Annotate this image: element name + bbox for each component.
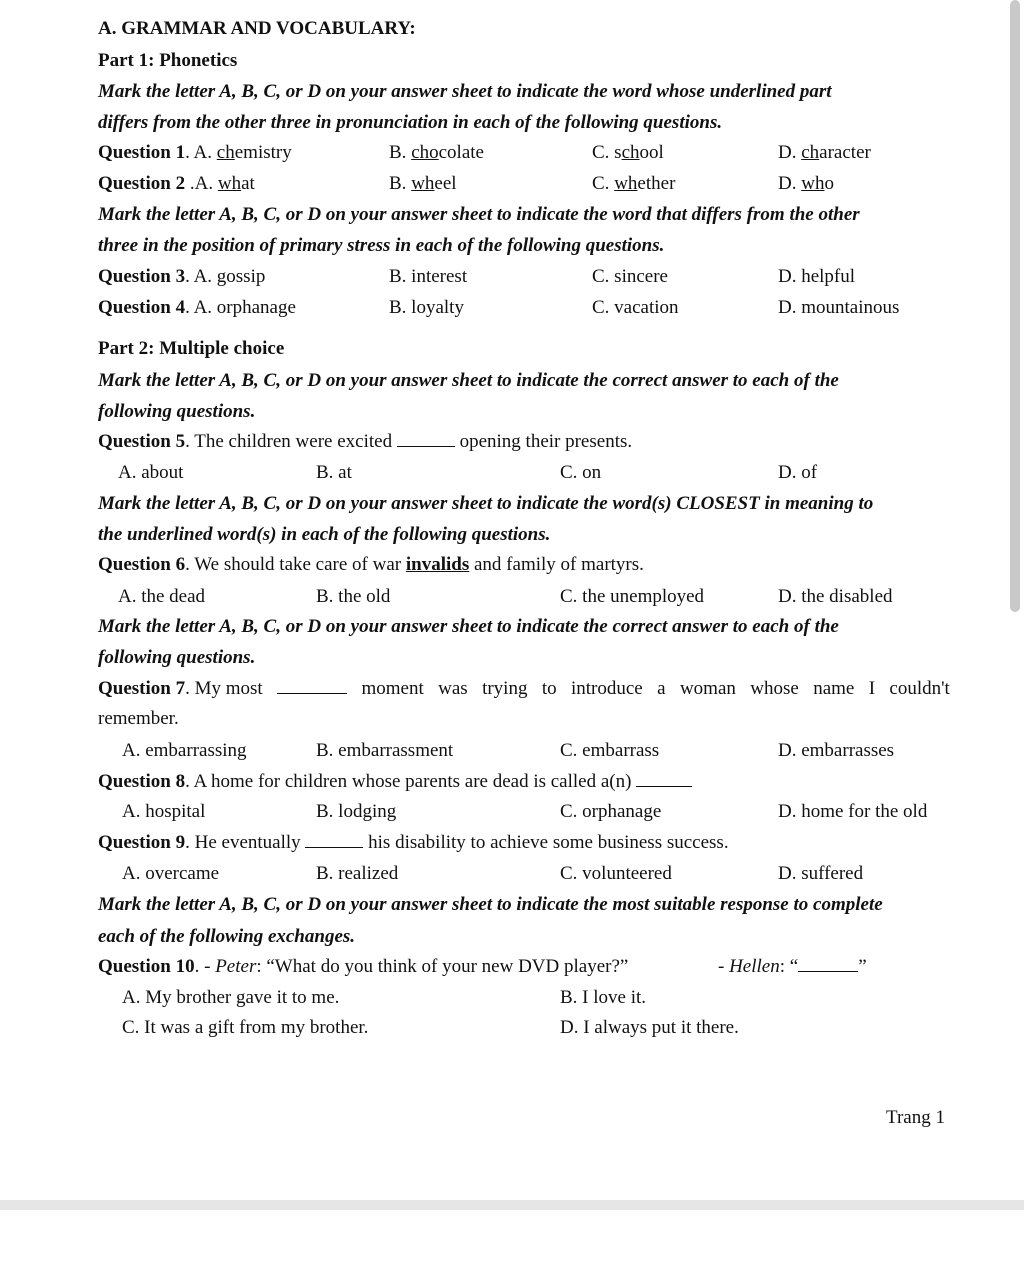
part2-instruction-d-line2: each of the following exchanges. [98, 926, 356, 947]
question-2: Question 2 .A. what [98, 173, 255, 194]
underlined-word: invalids [405, 554, 470, 575]
question-9-option-a: A. overcame [122, 863, 220, 884]
question-7-option-b: B. embarrassment [316, 740, 454, 761]
question-9-option-d: D. suffered [778, 863, 864, 884]
question-2-option-b: B. wheel [389, 173, 457, 194]
part2-instruction-a-line2: following questions. [98, 401, 256, 422]
page-separator [0, 1200, 1024, 1210]
part2-instruction-d-line1: Mark the letter A, B, C, or D on your answer sheet to indicate the most suitable response to complete [98, 894, 883, 915]
part2-instruction-b-line1: Mark the letter A, B, C, or D on your answer sheet to indicate the word(s) CLOSEST in meaning to [98, 493, 874, 514]
part2-title: Part 2: Multiple choice [98, 338, 285, 359]
question-7-label: Question 7 [98, 678, 186, 699]
question-6-option-c: C. the unemployed [560, 586, 705, 607]
page-number: Trang 1 [886, 1107, 945, 1128]
question-5: Question 5. The children were excited opening their presents. [98, 431, 633, 452]
question-2-option-c: C. whether [592, 173, 676, 194]
question-9-label: Question 9 [98, 832, 186, 853]
question-10-option-d: D. I always put it there. [560, 1017, 739, 1038]
question-5-option-a: A. about [118, 462, 184, 483]
question-3-option-d: D. helpful [778, 266, 856, 287]
question-4-option-b: B. loyalty [389, 297, 464, 318]
question-1-option-c: C. school [592, 142, 664, 163]
question-3: Question 3. A. gossip [98, 266, 266, 287]
question-10-option-c: C. It was a gift from my brother. [122, 1017, 369, 1038]
answer-blank [636, 770, 692, 787]
part2-instruction-c-line2: following questions. [98, 647, 256, 668]
part2-instruction-c-line1: Mark the letter A, B, C, or D on your answer sheet to indicate the correct answer to each of the [98, 616, 839, 637]
question-6-option-a: A. the dead [118, 586, 206, 607]
question-8-label: Question 8 [98, 771, 186, 792]
question-7-option-a: A. embarrassing [122, 740, 247, 761]
answer-blank [798, 955, 858, 972]
question-8: Question 8. A home for children whose parents are dead is called a(n) [98, 770, 692, 794]
question-2-label: Question 2 [98, 173, 186, 194]
part1-instruction-line1: Mark the letter A, B, C, or D on your answer sheet to indicate the word whose underlined part [98, 81, 832, 102]
next-page-area [0, 1210, 1024, 1280]
vertical-scrollbar-thumb[interactable] [1010, 0, 1020, 612]
question-4-option-d: D. mountainous [778, 297, 900, 318]
section-title: A. GRAMMAR AND VOCABULARY: [98, 18, 416, 39]
question-9: Question 9. He eventually his disability to achieve some business success. [98, 832, 729, 853]
question-10-option-b: B. I love it. [560, 987, 647, 1008]
question-5-option-d: D. of [778, 462, 818, 483]
question-2-option-d: D. who [778, 173, 834, 194]
question-3-option-c: C. sincere [592, 266, 668, 287]
part1-title: Part 1: Phonetics [98, 50, 238, 71]
question-5-label: Question 5 [98, 431, 186, 452]
question-3-option-b: B. interest [389, 266, 468, 287]
question-1-option-d: D. character [778, 142, 871, 163]
question-7-continuation: remember. [98, 708, 179, 729]
part2-instruction-b-line2: the underlined word(s) in each of the following questions. [98, 524, 551, 545]
question-6: Question 6. We should take care of war invalids and family of martyrs. [98, 554, 644, 575]
question-7-option-d: D. embarrasses [778, 740, 895, 761]
question-6-option-d: D. the disabled [778, 586, 893, 607]
question-9-option-c: C. volunteered [560, 863, 672, 884]
question-1-label: Question 1 [98, 142, 186, 163]
question-10-option-a: A. My brother gave it to me. [122, 987, 340, 1008]
question-4: Question 4. A. orphanage [98, 297, 296, 318]
question-8-option-a: A. hospital [122, 801, 206, 822]
question-9-option-b: B. realized [316, 863, 399, 884]
question-10-label: Question 10 [98, 956, 195, 977]
question-7: Question 7. My most moment was trying to introduce a woman whose name I couldn't [98, 678, 950, 699]
question-5-option-c: C. on [560, 462, 602, 483]
part1-instruction2-line2: three in the position of primary stress in each of the following questions. [98, 235, 665, 256]
question-10: Question 10. - Peter: “What do you think of your new DVD player?” [98, 956, 629, 977]
part1-instruction2-line1: Mark the letter A, B, C, or D on your answer sheet to indicate the word that differs from the other [98, 204, 860, 225]
answer-blank [277, 677, 347, 694]
question-8-option-c: C. orphanage [560, 801, 662, 822]
question-6-label: Question 6 [98, 554, 186, 575]
question-6-option-b: B. the old [316, 586, 391, 607]
question-5-option-b: B. at [316, 462, 352, 483]
question-1: Question 1. A. chemistry [98, 142, 292, 163]
question-3-label: Question 3 [98, 266, 186, 287]
question-4-label: Question 4 [98, 297, 186, 318]
question-8-option-d: D. home for the old [778, 801, 928, 822]
question-4-option-c: C. vacation [592, 297, 679, 318]
part1-instruction-line2: differs from the other three in pronunciation in each of the following questions. [98, 112, 723, 133]
part2-instruction-a-line1: Mark the letter A, B, C, or D on your answer sheet to indicate the correct answer to each of the [98, 370, 839, 391]
question-1-option-b: B. chocolate [389, 142, 484, 163]
speaker-hellen: Hellen [729, 956, 780, 977]
answer-blank [305, 831, 363, 848]
question-7-option-c: C. embarrass [560, 740, 660, 761]
question-10-response: - Hellen: “ ” [718, 956, 867, 977]
answer-blank [397, 430, 455, 447]
question-8-option-b: B. lodging [316, 801, 397, 822]
speaker-peter: Peter [215, 956, 257, 977]
